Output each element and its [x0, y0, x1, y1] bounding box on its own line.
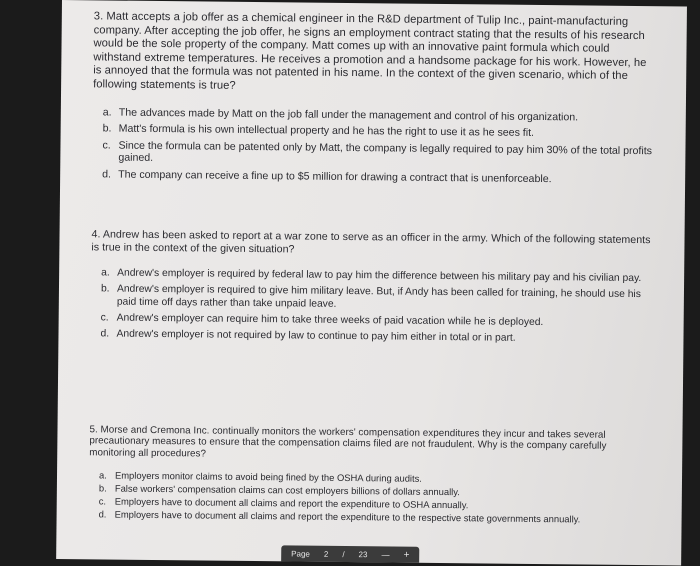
- option-text: Since the formula can be patented only by Matt, the company is legally required to pay him 30% of the total profits gained.: [118, 139, 653, 165]
- option-d: [90, 328, 650, 346]
- option-text: False workers' compensation claims can cost employers billions of dollars annually.: [114, 482, 460, 498]
- zoom-in-button[interactable]: +: [403, 549, 410, 561]
- option-text: The company can receive a fine up to $5 million for drawing a contract that is unenforceable.: [118, 168, 552, 186]
- question-stem: 5. Morse and Cremona Inc. continually monitors the workers' compensation expenditures they incur and takes several precautionary measures to ensure that the compensation claims filed are not fraudulent. Why is the company carefully monitoring all procedures?: [89, 424, 607, 460]
- question-stem: 3. Matt accepts a job offer as a chemical engineer in the R&D department of Tulip Inc., paint-manufacturing company. After accepting the job offer, he signs an employment contract stating that the results of his research would be the sole property of the company. Matt comes up with an innovative paint formula which could withstand extreme temperatures. He receives a promotion and a handsome package for his work. However, he is annoyed that the formula was not patented in his name. In the context of the given scenario, which of the following statements is true?: [93, 10, 647, 92]
- option-text: Andrew's employer is not required by law to continue to pay him either in total or in part.: [116, 328, 516, 344]
- question-stem: 4. Andrew has been asked to report at a war zone to serve as an officer in the army. Which of the following statements is true in the context of the given situation?: [91, 228, 651, 256]
- option-text: Employers have to document all claims and report the expenditure to the respective state governments annually.: [114, 508, 581, 525]
- option-text: Matt's formula is his own intellectual property and he has the right to use it as he sees fit.: [118, 122, 535, 140]
- options-list: [89, 470, 649, 526]
- option-text: Andrew's employer can require him to take three weeks of paid vacation while he is deployed.: [116, 312, 544, 328]
- option-letter: c.: [98, 495, 107, 507]
- page-separator: /: [342, 549, 345, 559]
- option-text: Employers monitor claims to avoid being fined by the OSHA during audits.: [114, 469, 423, 485]
- option-letter: a.: [98, 469, 107, 481]
- option-text: The advances made by Matt on the job fall under the management and control of his organization.: [118, 106, 579, 123]
- option-text: Employers have to document all claims and report the expenditure to OSHA annually.: [114, 495, 469, 511]
- option-letter: b.: [102, 122, 112, 135]
- question-3: [92, 10, 654, 186]
- option-letter: a.: [102, 105, 112, 119]
- zoom-out-button[interactable]: —: [381, 549, 390, 559]
- option-letter: c.: [102, 139, 111, 152]
- page-total: 23: [358, 549, 368, 559]
- option-a: [91, 268, 651, 286]
- option-text: Andrew's employer is required by federal law to pay him the difference between his military pay and his civilian pay.: [117, 267, 642, 285]
- document-page: [56, 0, 687, 566]
- options-list: [92, 106, 653, 187]
- option-text: Andrew's employer is required to give him military leave. But, if Andy has been called for training, he should use his paid time off days rather than take unpaid leave.: [116, 283, 641, 310]
- option-letter: b.: [100, 283, 110, 295]
- option-c: [92, 139, 652, 170]
- question-5: [89, 424, 650, 525]
- option-b: [93, 122, 653, 140]
- option-b: [91, 284, 651, 314]
- option-c: [91, 312, 651, 330]
- page-number[interactable]: 2: [323, 549, 329, 559]
- option-letter: a.: [101, 267, 110, 279]
- option-d: [92, 168, 652, 186]
- option-letter: c.: [100, 312, 109, 324]
- option-letter: b.: [98, 482, 107, 494]
- option-a: [93, 106, 653, 124]
- option-letter: d.: [98, 508, 107, 520]
- options-list: [90, 268, 651, 347]
- page-navigation-bar: [281, 545, 419, 562]
- option-letter: d.: [102, 168, 112, 181]
- page-label: Page: [291, 548, 310, 559]
- option-letter: d.: [100, 328, 110, 340]
- question-4: [90, 228, 651, 346]
